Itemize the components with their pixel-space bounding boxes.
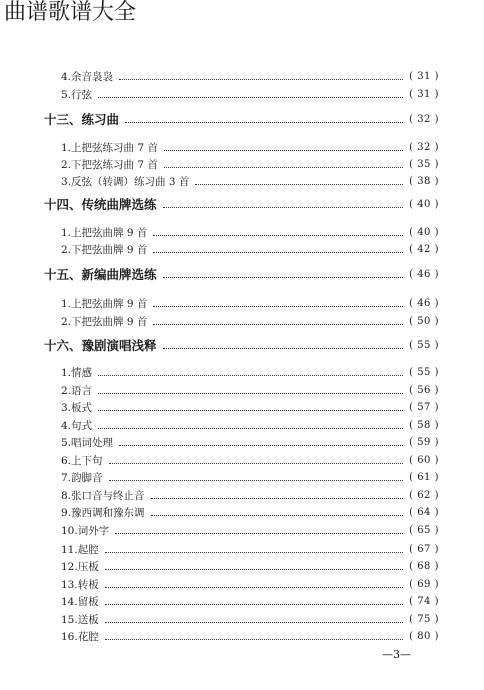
toc-section <box>44 196 439 212</box>
toc-entry-page: ( 75 ) <box>409 613 439 625</box>
dot-leader <box>105 639 403 640</box>
toc-item <box>61 156 439 172</box>
toc-entry-title: 十五、新编曲牌选练 <box>44 267 157 282</box>
dot-leader <box>105 604 403 605</box>
toc-item <box>61 417 439 433</box>
dot-leader <box>164 167 403 168</box>
toc-entry-title: 十六、豫剧演唱浅释 <box>44 338 157 353</box>
dot-leader <box>109 463 404 464</box>
toc-entry-title: 2.下把弦曲牌 9 首 <box>61 315 148 328</box>
toc-entry-title: 2.下把弦练习曲 7 首 <box>61 158 158 171</box>
toc-entry-page: ( 69 ) <box>409 578 439 590</box>
dot-leader <box>151 498 404 499</box>
toc-entry-page: ( 60 ) <box>409 454 439 466</box>
dot-leader <box>105 587 403 588</box>
toc-item <box>61 139 439 155</box>
toc-entry-title: 12.压板 <box>61 560 99 573</box>
toc-item <box>61 382 439 398</box>
toc-item <box>61 173 439 189</box>
toc-entry-title: 十三、练习曲 <box>44 112 120 127</box>
dot-leader <box>98 97 403 98</box>
toc-item <box>61 576 439 592</box>
dot-leader <box>151 515 404 516</box>
toc-entry-page: ( 64 ) <box>409 506 439 518</box>
toc-entry-page: ( 40 ) <box>409 198 439 210</box>
toc-item <box>61 399 439 415</box>
toc-entry-page: ( 59 ) <box>409 436 439 448</box>
toc-item <box>61 541 439 557</box>
toc-entry-page: ( 61 ) <box>409 471 439 483</box>
toc-entry-title: 2.语言 <box>61 384 93 397</box>
toc-item <box>61 558 439 574</box>
dot-leader <box>163 207 404 208</box>
toc-entry-title: 13.转板 <box>61 578 99 591</box>
toc-section <box>44 111 439 127</box>
toc-entry-title: 十四、传统曲牌选练 <box>44 197 157 212</box>
toc-entry-title: 1.上把弦曲牌 9 首 <box>61 226 148 239</box>
toc-section <box>44 337 439 353</box>
dot-leader <box>163 277 404 278</box>
toc-item <box>61 504 439 520</box>
toc-entry-title: 9.豫西调和豫东调 <box>61 506 145 519</box>
toc-entry-page: ( 56 ) <box>409 384 439 396</box>
toc-entry-page: ( 46 ) <box>409 268 439 280</box>
toc-entry-title: 1.情感 <box>61 366 93 379</box>
toc-entry-page: ( 50 ) <box>409 315 439 327</box>
toc-entry-title: 10.词外字 <box>61 524 110 537</box>
toc-entry-title: 6.上下句 <box>61 454 103 467</box>
toc-entry-page: ( 31 ) <box>409 70 439 82</box>
toc-item <box>61 522 439 538</box>
dot-leader <box>153 252 403 253</box>
toc-entry-page: ( 40 ) <box>409 226 439 238</box>
toc-item <box>61 469 439 485</box>
dot-leader <box>115 533 403 534</box>
toc-entry-title: 4.句式 <box>61 419 93 432</box>
toc-entry-title: 11.起腔 <box>61 543 99 556</box>
toc-entry-title: 4.余音袅袅 <box>61 70 114 83</box>
toc-entry-title: 7.韵脚音 <box>61 471 103 484</box>
toc-item <box>61 241 439 257</box>
toc-entry-title: 3.板式 <box>61 401 93 414</box>
toc-entry-title: 5.行弦 <box>61 88 93 101</box>
dot-leader <box>163 348 404 349</box>
dot-leader <box>119 79 403 80</box>
page-number: —3— <box>382 648 411 661</box>
toc-entry-page: ( 46 ) <box>409 297 439 309</box>
toc-entry-title: 16.花腔 <box>61 630 99 643</box>
toc-entry-page: ( 80 ) <box>409 630 439 642</box>
toc-entry-title: 8.张口音与终止音 <box>61 489 145 502</box>
dot-leader <box>98 393 403 394</box>
dot-leader <box>153 324 403 325</box>
toc-entry-page: ( 74 ) <box>409 595 439 607</box>
dot-leader <box>105 622 403 623</box>
toc-item <box>61 224 439 240</box>
toc-section <box>44 266 439 282</box>
toc-entry-page: ( 55 ) <box>409 339 439 351</box>
dot-leader <box>195 184 403 185</box>
toc-entry-page: ( 42 ) <box>409 243 439 255</box>
toc-entry-page: ( 57 ) <box>409 401 439 413</box>
toc-entry-title: 3.反弦（转调）练习曲 3 首 <box>61 175 190 188</box>
dot-leader <box>105 569 403 570</box>
toc-item <box>61 68 439 84</box>
toc-entry-title: 2.下把弦曲牌 9 首 <box>61 243 148 256</box>
toc-entry-title: 5.唱词处理 <box>61 436 114 449</box>
dot-leader <box>98 375 403 376</box>
toc-entry-page: ( 67 ) <box>409 543 439 555</box>
toc-entry-title: 1.上把弦曲牌 9 首 <box>61 297 148 310</box>
toc-item <box>61 313 439 329</box>
page-title: 曲谱歌谱大全 <box>4 0 137 25</box>
dot-leader <box>153 306 403 307</box>
dot-leader <box>153 235 403 236</box>
toc-entry-page: ( 58 ) <box>409 419 439 431</box>
toc-item <box>61 86 439 102</box>
toc-item <box>61 364 439 380</box>
dot-leader <box>109 480 404 481</box>
dot-leader <box>119 445 403 446</box>
toc-item <box>61 487 439 503</box>
toc-entry-title: 15.送板 <box>61 613 99 626</box>
toc-item <box>61 628 439 644</box>
toc-entry-page: ( 31 ) <box>409 88 439 100</box>
toc-entry-page: ( 32 ) <box>409 141 439 153</box>
toc-item <box>61 593 439 609</box>
toc-entry-page: ( 38 ) <box>409 175 439 187</box>
toc-entry-title: 14.留板 <box>61 595 99 608</box>
toc-entry-page: ( 68 ) <box>409 560 439 572</box>
dot-leader <box>98 410 403 411</box>
toc-entry-page: ( 32 ) <box>409 113 439 125</box>
toc-item <box>61 452 439 468</box>
toc-entry-page: ( 65 ) <box>409 524 439 536</box>
toc-item <box>61 434 439 450</box>
toc-entry-page: ( 35 ) <box>409 158 439 170</box>
dot-leader <box>164 150 403 151</box>
dot-leader <box>125 122 403 123</box>
toc-item <box>61 295 439 311</box>
toc-entry-title: 1.上把弦练习曲 7 首 <box>61 141 158 154</box>
dot-leader <box>98 428 403 429</box>
toc-entry-page: ( 55 ) <box>409 366 439 378</box>
dot-leader <box>105 552 403 553</box>
toc-item <box>61 611 439 627</box>
toc-entry-page: ( 62 ) <box>409 489 439 501</box>
